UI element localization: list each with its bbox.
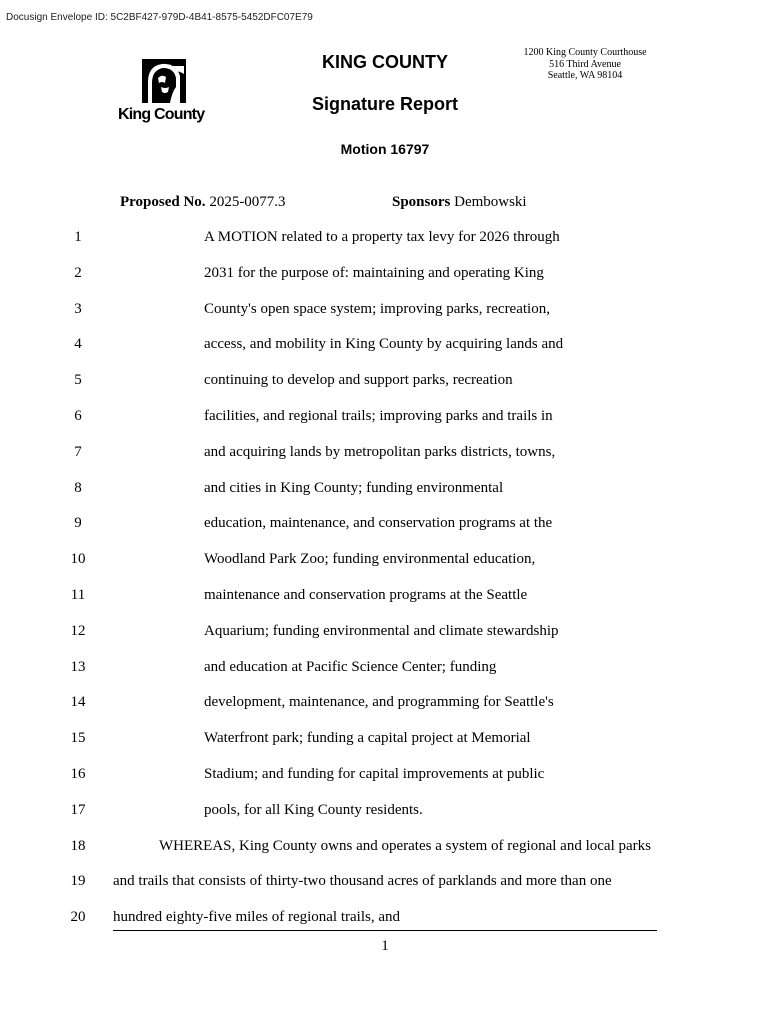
proposed-label: Proposed No. <box>120 194 206 210</box>
line-number: 9 <box>74 515 82 532</box>
line-number: 14 <box>70 694 86 711</box>
line-number: 10 <box>70 551 86 568</box>
proposed-number <box>120 194 286 211</box>
motion-line <box>0 265 770 285</box>
line-text: development, maintenance, and programming for Seattle's <box>204 694 554 711</box>
motion-line <box>0 730 770 750</box>
sponsors-value: Dembowski <box>454 194 527 210</box>
sponsors <box>392 194 527 211</box>
line-text: maintenance and conservation programs at the Seattle <box>204 587 528 603</box>
line-text: and cities in King County; funding environmental <box>204 479 504 496</box>
line-number: 4 <box>74 336 82 353</box>
motion-line <box>0 802 770 822</box>
line-number: 2 <box>74 264 82 281</box>
line-text: WHEREAS, King County owns and operates a system of regional and local parks <box>159 837 651 854</box>
king-county-logo <box>118 56 218 128</box>
motion-line <box>0 694 770 714</box>
line-number: 17 <box>70 801 86 818</box>
line-number: 7 <box>74 443 82 460</box>
report-title: Signature Report <box>311 94 458 114</box>
line-number: 20 <box>70 909 86 926</box>
envelope-id: Docusign Envelope ID: 5C2BF427-979D-4B41-8575-5452DFC07E79 <box>6 12 313 23</box>
line-text: and education at Pacific Science Center; funding <box>204 658 497 675</box>
line-text: Stadium; and funding for capital improvements at public <box>204 766 545 782</box>
line-text: County's open space system; improving parks, recreation, <box>204 300 550 317</box>
motion-line <box>0 301 770 321</box>
line-number: 6 <box>74 408 82 424</box>
line-text: facilities, and regional trails; improving parks and trails in <box>204 408 553 424</box>
motion-line <box>0 480 770 500</box>
line-text: A MOTION related to a property tax levy for 2026 through <box>204 229 560 245</box>
motion-line <box>0 623 770 643</box>
line-text: Woodland Park Zoo; funding environmental education, <box>204 551 536 568</box>
line-number: 16 <box>70 766 86 782</box>
address-line: Seattle, WA 98104 <box>547 70 623 81</box>
line-text: Aquarium; funding environmental and climate stewardship <box>204 622 559 639</box>
line-number: 19 <box>70 873 86 890</box>
line-number: 3 <box>74 300 82 317</box>
motion-number: Motion 16797 <box>340 141 430 157</box>
motion-line <box>0 838 770 858</box>
line-text: education, maintenance, and conservation programs at the <box>204 515 553 532</box>
line-text: Waterfront park; funding a capital project at Memorial <box>204 730 531 747</box>
motion-line <box>0 229 770 249</box>
motion-line <box>0 408 770 428</box>
line-text: and acquiring lands by metropolitan parks districts, towns, <box>204 443 556 460</box>
courthouse-address <box>510 47 660 82</box>
motion-line <box>0 551 770 571</box>
motion-line <box>0 909 770 929</box>
motion-line <box>0 587 770 607</box>
line-number: 12 <box>70 622 86 639</box>
line-text: hundred eighty-five miles of regional trails, and <box>113 909 400 926</box>
line-text: continuing to develop and support parks, recreation <box>204 372 513 389</box>
line-number: 5 <box>74 372 82 389</box>
line-text: pools, for all King County residents. <box>204 801 423 818</box>
logo-text: King County <box>118 106 205 123</box>
motion-line <box>0 444 770 464</box>
address-line: 1200 King County Courthouse <box>523 47 647 58</box>
line-number: 11 <box>70 587 86 603</box>
line-text: access, and mobility in King County by acquiring lands and <box>204 336 564 353</box>
line-number: 15 <box>70 730 86 747</box>
motion-line <box>0 766 770 786</box>
motion-line <box>0 372 770 392</box>
proposed-value: 2025-0077.3 <box>209 194 286 210</box>
line-text: 2031 for the purpose of: maintaining and operating King <box>204 264 544 281</box>
line-text: and trails that consists of thirty-two thousand acres of parklands and more than one <box>113 873 612 890</box>
page-number: 1 <box>381 938 389 954</box>
line-number: 8 <box>74 479 82 496</box>
motion-line <box>0 873 770 893</box>
motion-line <box>0 659 770 679</box>
organization-name: KING COUNTY <box>322 52 448 72</box>
king-county-logo-icon <box>118 56 218 106</box>
line-number: 13 <box>70 658 86 675</box>
address-line: 516 Third Avenue <box>549 58 621 70</box>
line-number: 1 <box>74 229 82 245</box>
motion-line <box>0 336 770 356</box>
line-number: 18 <box>70 837 86 854</box>
motion-line <box>0 515 770 535</box>
sponsors-label: Sponsors <box>392 194 451 210</box>
footer-rule <box>113 930 657 931</box>
